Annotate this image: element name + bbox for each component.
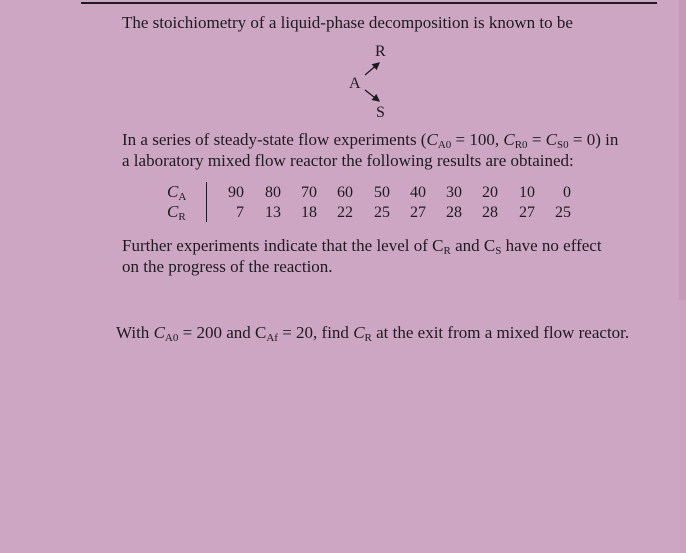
para1-text-a: In a series of steady-state flow experiments ( [122,130,427,149]
question-c: = 20, find [277,323,354,342]
para1-eq2: = [527,130,546,149]
ca-value-cell: 0 [563,184,571,201]
sub-af: Af [266,332,278,344]
sub-s0: S0 [557,139,569,151]
sub-a0: A0 [437,139,452,151]
row-label-ca-sub: A [178,191,187,203]
ca-value-cell: 10 [519,184,535,201]
row-label-cr [167,202,186,227]
var-c: C [353,323,365,342]
cr-value-cell: 25 [374,204,390,221]
table-separator [206,182,207,222]
intro-text: The stoichiometry of a liquid-phase decomposition is known to be [122,13,573,32]
para1-line2: a laboratory mixed flow reactor the following results are obtained: [122,151,574,170]
row-label-cr-c: C [167,202,179,221]
product-s-label: S [376,104,385,121]
para1-eq3: = 0) in [568,130,619,149]
cr-value-cell: 13 [265,204,281,221]
cr-value-cell: 22 [337,204,353,221]
row-label-ca-c: C [167,182,179,201]
cr-value-cell: 28 [482,204,498,221]
ca-value-cell: 80 [265,184,281,201]
page-edge-shadow-lower [680,300,686,553]
sub-s: S [495,245,502,257]
question-text [116,322,629,349]
ca-value-cell: 20 [482,184,498,201]
page-edge-shadow [679,0,686,300]
var-c: C [426,130,438,149]
para2-text-a: Further experiments indicate that the level of C [122,236,444,255]
cr-value-cell: 28 [446,204,462,221]
top-rule [81,2,657,4]
question-d: at the exit from a mixed flow reactor. [371,323,630,342]
var-c: C [545,130,557,149]
var-c: C [503,130,515,149]
row-label-cr-sub: R [178,211,186,223]
ca-value-cell: 40 [410,184,426,201]
sub-r0: R0 [514,139,528,151]
product-r-label: R [375,43,386,60]
sub-a0: A0 [164,332,179,344]
var-c: C [153,323,165,342]
para1-eq1: = 100, [451,130,504,149]
sub-r: R [364,332,372,344]
reactant-a-label: A [349,75,361,92]
para2-and: and C [450,236,496,255]
sub-r: R [443,245,451,257]
cr-value-cell: 27 [410,204,426,221]
ca-value-cell: 50 [374,184,390,201]
ca-value-cell: 60 [337,184,353,201]
ca-value-cell: 70 [301,184,317,201]
cr-value-cell: 27 [519,204,535,221]
reaction-arrows [355,58,395,108]
arrow-to-s [365,90,379,101]
ca-value-cell: 90 [228,184,244,201]
question-b: = 200 and C [178,323,267,342]
ca-value-cell: 30 [446,184,462,201]
cr-value-cell: 18 [301,204,317,221]
para2-line2: on the progress of the reaction. [122,257,333,276]
question-a: With [116,323,154,342]
cr-value-cell: 7 [236,204,244,221]
para2-text-b: have no effect [501,236,602,255]
arrow-to-r [365,63,379,75]
cr-value-cell: 25 [555,204,571,221]
